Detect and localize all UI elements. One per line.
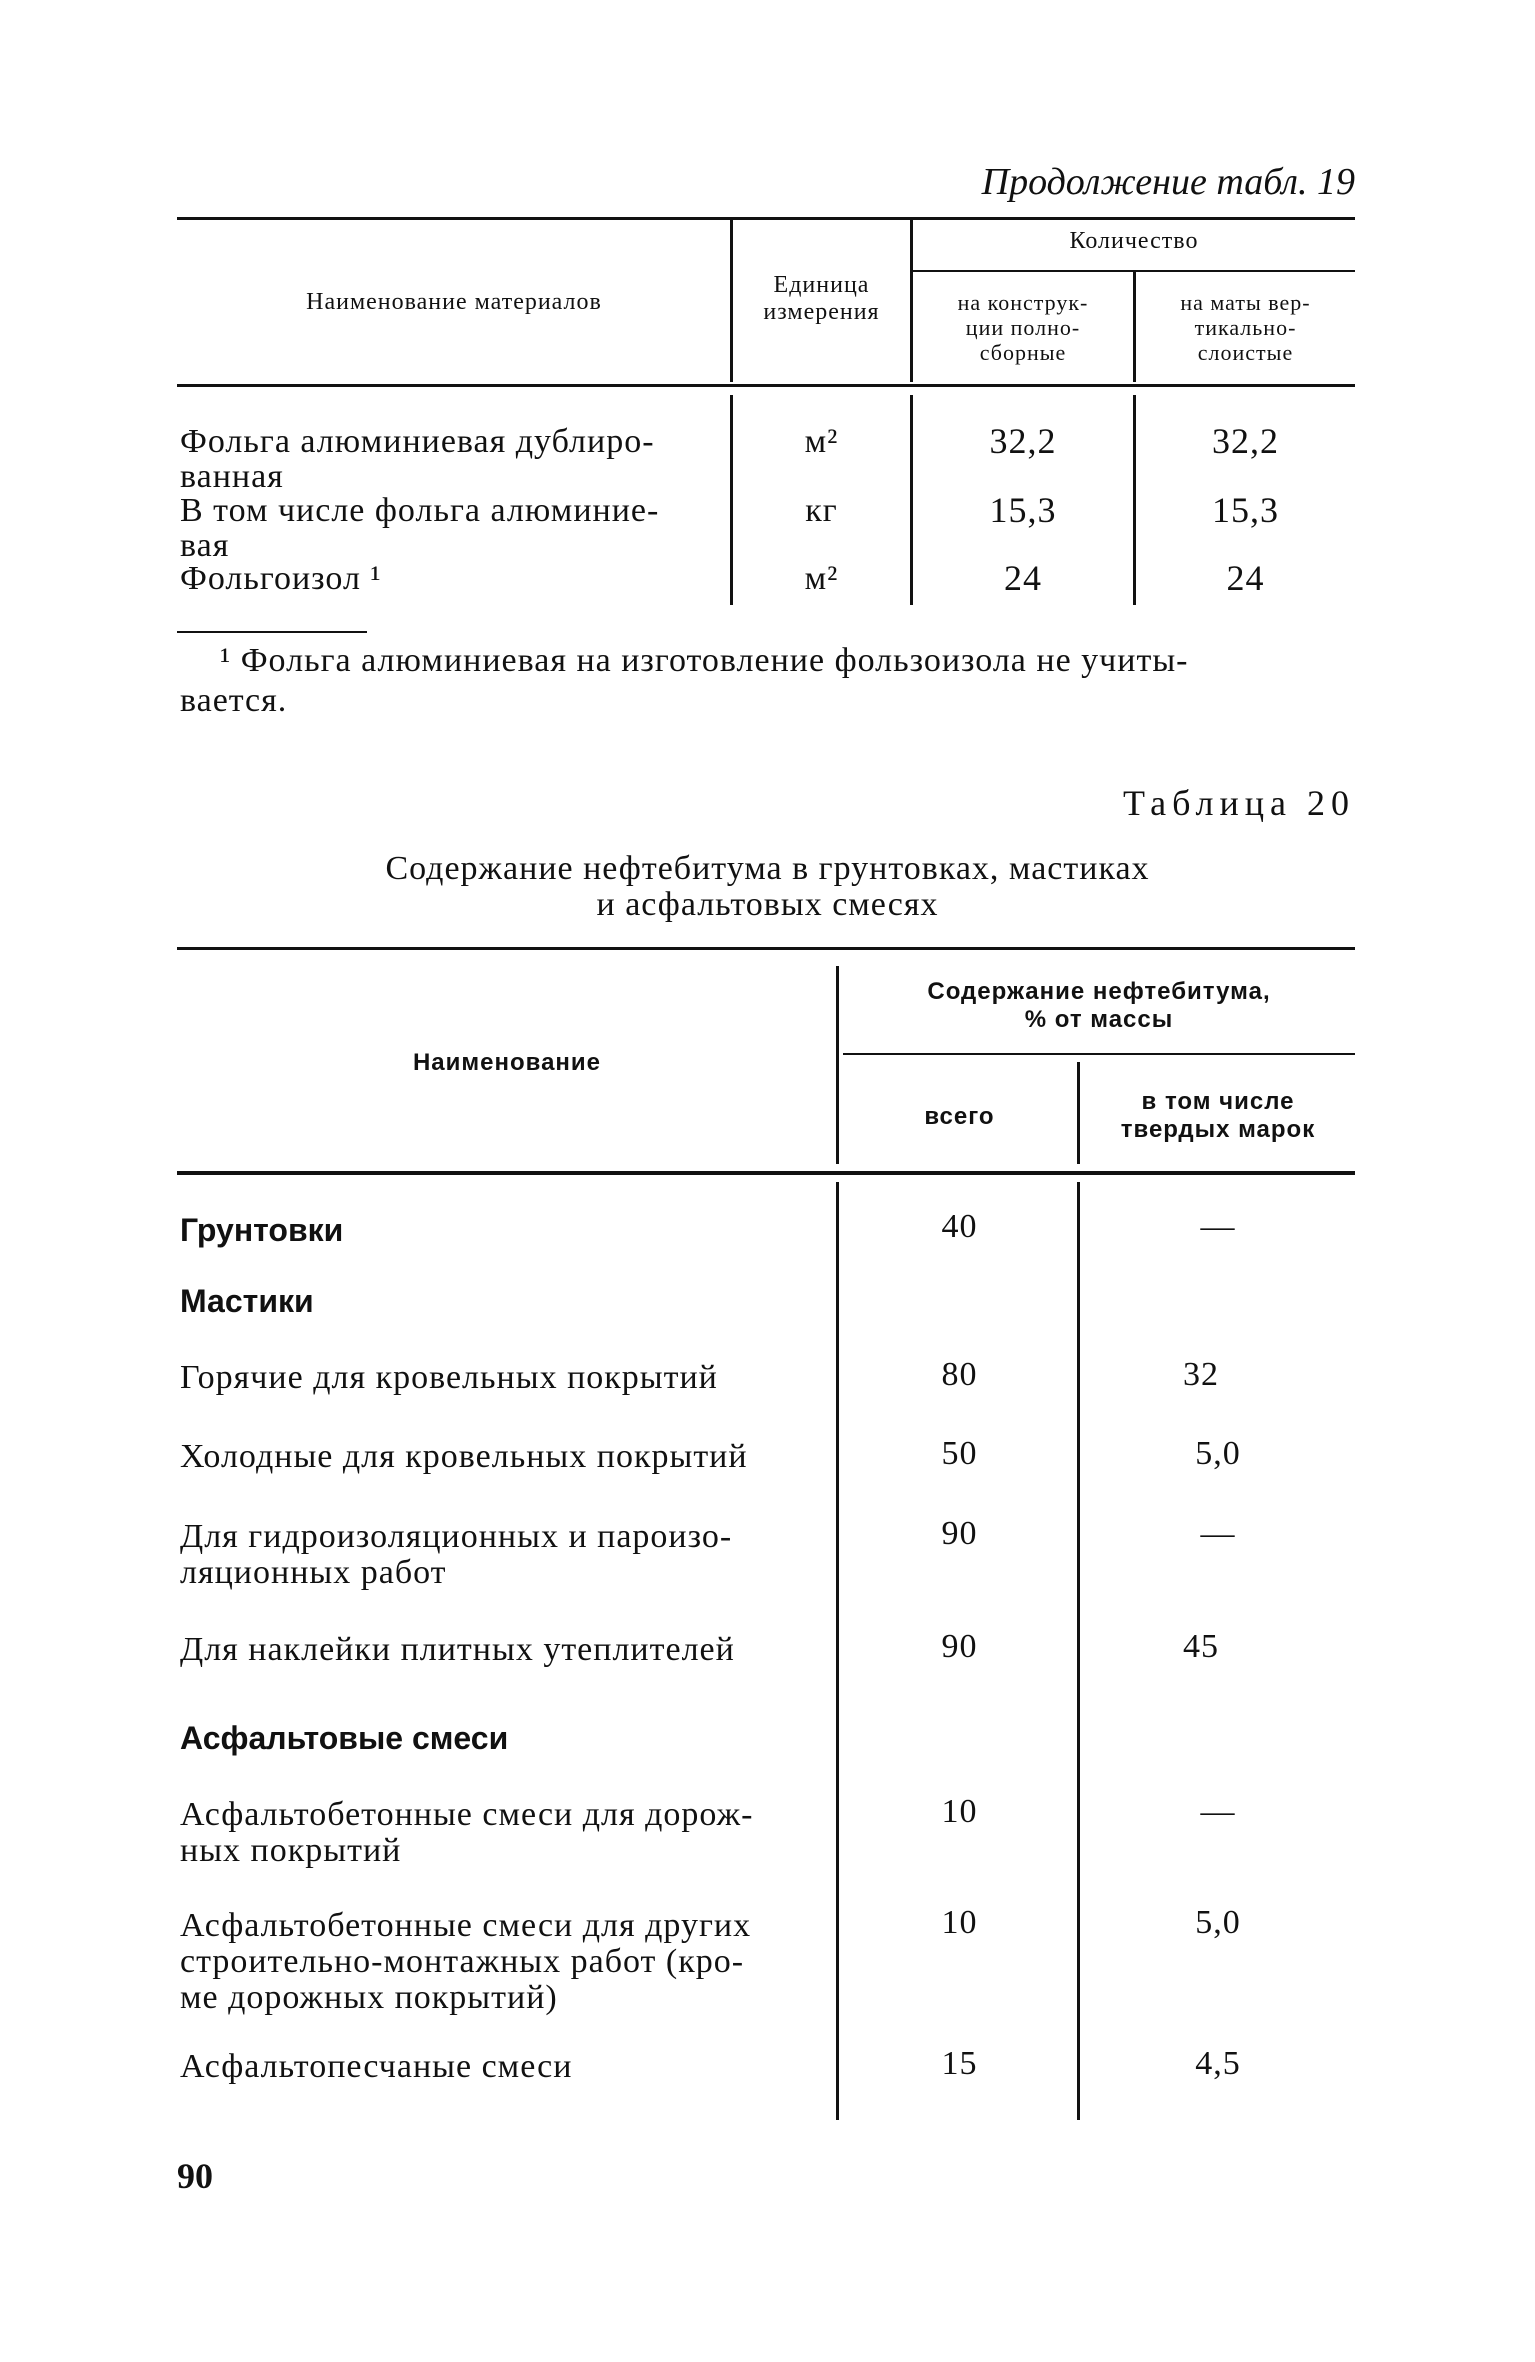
table20-top-rule (177, 947, 1355, 950)
table20-cell-total: 50 (941, 1435, 978, 1472)
table19-header-rule (177, 384, 1355, 387)
table20-cell-total: 80 (941, 1356, 978, 1393)
table20-section-heading: Асфальтовые смеси (180, 1720, 509, 1756)
table20-cell-solid: 45 (1183, 1628, 1219, 1665)
table19-footnote: ¹ Фольга алюминиевая на изготовление фользоизола не учиты- вается. (180, 642, 1189, 719)
table20-cell-solid: — (1200, 1515, 1236, 1552)
table20-divider (836, 966, 839, 1164)
table20-content-rule (843, 1053, 1355, 1055)
table20-header-rule (177, 1171, 1355, 1175)
table19-cell-unit: м² (804, 423, 839, 460)
table19-header-col1: на конструк- ции полно- сборные (957, 290, 1089, 365)
table-row: Асфальтобетонные смеси для дорож- ных покрытий (180, 1796, 754, 1869)
table20-cell-solid: 32 (1183, 1356, 1219, 1393)
table20-cell-solid: — (1200, 1208, 1236, 1245)
table20-divider (836, 1182, 839, 2120)
table19-top-rule (177, 217, 1355, 220)
table20-cell-total: 90 (941, 1515, 978, 1552)
table20-cell-total: 90 (941, 1628, 978, 1665)
table19-header-name: Наименование материалов (306, 289, 602, 315)
table-row: Фольгоизол ¹ (180, 560, 382, 597)
table19-cell-unit: м² (804, 560, 839, 597)
table20-caption: Содержание нефтебитума в грунтовках, мастиках и асфальтовых смесях (385, 850, 1150, 923)
table20-cell-total: 40 (941, 1208, 978, 1245)
table-row: Холодные для кровельных покрытий (180, 1438, 748, 1475)
table20-cell-solid: 5,0 (1195, 1904, 1241, 1941)
table19-cell-value: 32,2 (1212, 421, 1279, 461)
table-row: Асфальтопесчаные смеси (180, 2048, 573, 2085)
table20-cell-solid: 5,0 (1195, 1435, 1241, 1472)
table19-cell-value: 24 (1226, 558, 1265, 598)
table20-header-content: Содержание нефтебитума, % от массы (927, 978, 1271, 1033)
table20-cell-total: 15 (941, 2045, 978, 2082)
table19-header-quantity: Количество (1069, 228, 1199, 254)
table20-cell-solid: 4,5 (1195, 2045, 1241, 2082)
table19-cell-value: 24 (1004, 558, 1042, 598)
table20-cell-solid: — (1200, 1793, 1236, 1830)
table-row: Горячие для кровельных покрытий (180, 1359, 718, 1396)
table-row: Фольга алюминиевая дублиро- ванная (180, 423, 655, 495)
table20-section-heading: Мастики (180, 1283, 314, 1319)
table20-header-solid: в том числе твердых марок (1120, 1088, 1316, 1143)
table20-section-heading: Грунтовки (180, 1212, 344, 1248)
table20-header-name: Наименование (412, 1049, 602, 1076)
table-row: Для наклейки плитных утеплителей (180, 1631, 735, 1668)
table19-cell-value: 15,3 (1212, 490, 1279, 530)
page-number: 90 (177, 2156, 213, 2196)
table19-cell-value: 32,2 (989, 421, 1057, 461)
table20-divider (1077, 1062, 1080, 1164)
table19-header-col2: на маты вер- тикально- слоистые (1180, 290, 1311, 365)
table-row: Для гидроизоляционных и пароизо- ляционных работ (180, 1518, 733, 1591)
table20-label: Таблица 20 (1123, 783, 1355, 823)
table19-header-unit: Единица измерения (763, 272, 880, 325)
table20-header-total: всего (924, 1103, 995, 1130)
table20-divider (1077, 1182, 1080, 2120)
table19-cell-value: 15,3 (989, 490, 1057, 530)
table19-cell-unit: кг (805, 492, 838, 529)
table20-cell-total: 10 (941, 1793, 978, 1830)
table20-cell-total: 10 (941, 1904, 978, 1941)
footnote-rule (177, 631, 367, 633)
table-row: Асфальтобетонные смеси для других строительно-монтажных работ (кро- ме дорожных покрытий) (180, 1907, 752, 2016)
table-row: В том числе фольга алюминие- вая (180, 492, 660, 564)
table19-continuation-label: Продолжение табл. 19 (981, 161, 1355, 203)
